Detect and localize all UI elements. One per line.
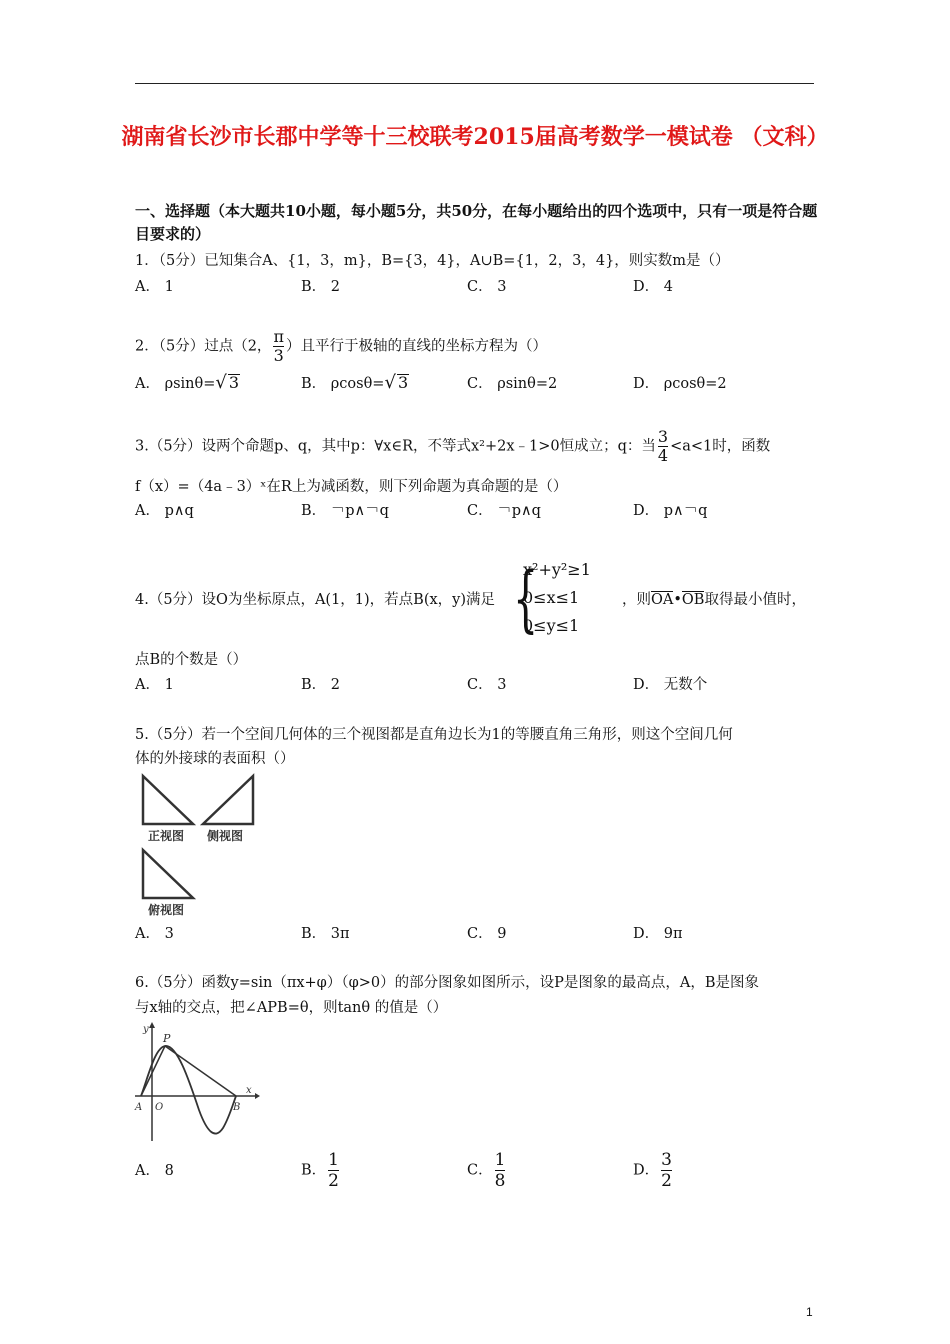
question-1-stem: 1．（5分）已知集合A、{1，3，m}，B={3，4}，A∪B={1，2，3，4}，则实数m是（） <box>135 253 730 269</box>
q3-option-d: D． p∧￢q <box>633 503 708 519</box>
inequality-system <box>523 556 591 640</box>
inequality-1: x²+y²≥1 <box>523 560 591 579</box>
q6-option-d: D． $\frac{3}{2}$ <box>633 1150 672 1191</box>
y-axis-arrow <box>149 1022 155 1028</box>
label-a: A <box>135 1102 143 1113</box>
side-view-triangle <box>203 776 253 824</box>
q3-option-c: C． ￢p∧q <box>467 503 541 519</box>
q4-option-b: B． 2 <box>301 677 340 693</box>
q2-option-a: A． ρsinθ=√ 3 <box>135 372 240 393</box>
front-view-label: 正视图 <box>148 829 185 843</box>
section-heading: 一、选择题（本大题共10小题，每小题5分，共50分，在每小题给出的四个选项中，只有一项是符合题目要求的） <box>135 202 818 243</box>
vector-ob: OB <box>681 592 705 608</box>
question-6-line1: 6.（5分）函数y=sin（πx+φ）（φ>0）的部分图象如图所示，设P是图象的最高点，A，B是图象 <box>135 975 759 991</box>
q3-option-a: A． p∧q <box>135 503 194 519</box>
question-3-stem: 3.（5分）设两个命题p、q，其中p：∀x∈R，不等式x²+2x﹣1>0恒成立；q：当 $\frac{3}{4}$ <a<1时，函数 <box>135 427 771 465</box>
q6-option-b: B． $\frac{1}{2}$ <box>301 1150 339 1191</box>
q5-option-b: B． 3π <box>301 926 350 942</box>
sine-curve <box>141 1046 236 1134</box>
question-3-line2: f（x）=（4a﹣3）ˣ在R上为减函数，则下列命题为真命题的是（） <box>135 479 568 495</box>
q4-option-c: C． 3 <box>467 677 507 693</box>
segment-pb <box>165 1046 236 1096</box>
question-4-line2: 点B的个数是（） <box>135 652 248 668</box>
sine-graph-figure <box>133 1020 263 1145</box>
q5-option-c: C． 9 <box>467 926 507 942</box>
system-brace: { <box>513 556 539 640</box>
question-2-stem: 2．（5分）过点（2， $\frac{\pi}{3}$ ）且平行于极轴的直线的坐标方程为（） <box>135 327 547 365</box>
question-5-line2: 体的外接球的表面积（） <box>135 751 295 767</box>
top-view-label: 俯视图 <box>148 903 185 917</box>
q1-option-b: B． 2 <box>301 279 340 295</box>
label-x: x <box>246 1085 252 1096</box>
q2-option-b: B． ρcosθ=√ 3 <box>301 372 409 393</box>
segment-ap <box>141 1046 165 1096</box>
q2-fraction: $\frac{\pi}{3}$ <box>273 327 284 365</box>
label-y: y <box>143 1024 149 1035</box>
inequality-2: 0≤x≤1 <box>523 588 580 607</box>
q6-option-a: A． 8 <box>135 1163 174 1179</box>
q6-option-c: C． $\frac{1}{8}$ <box>467 1150 506 1191</box>
label-p: P <box>163 1032 171 1045</box>
question-5-line1: 5.（5分）若一个空间几何体的三个视图都是直角边长为1的等腰直角三角形，则这个空间几何 <box>135 727 733 743</box>
question-6-line2: 与x轴的交点，把∠APB=θ，则tanθ 的值是（） <box>135 1000 448 1016</box>
q4-option-d: D． 无数个 <box>633 677 708 693</box>
q3-option-b: B． ￢p∧￢q <box>301 503 389 519</box>
label-b: B <box>233 1102 241 1113</box>
q1-option-a: A． 1 <box>135 279 174 295</box>
inequality-3: 0≤y≤1 <box>523 616 580 635</box>
q1-option-c: C． 3 <box>467 279 507 295</box>
page-number: 1 <box>806 1305 813 1319</box>
side-view-label: 侧视图 <box>207 829 244 843</box>
three-views-figure <box>135 770 265 920</box>
q2-option-c: C． ρsinθ=2 <box>467 376 558 392</box>
q1-option-d: D． 4 <box>633 279 673 295</box>
label-o: O <box>155 1102 164 1113</box>
page-title: 湖南省长沙市长郡中学等十三校联考2015届高考数学一模试卷 （文科） <box>121 124 829 150</box>
question-4-stem-b: ，则OA•OB取得最小值时， <box>622 592 806 608</box>
q5-option-a: A． 3 <box>135 926 174 942</box>
q4-option-a: A． 1 <box>135 677 174 693</box>
question-4-stem-a: 4.（5分）设O为坐标原点，A(1，1)，若点B(x，y)满足 <box>135 592 496 608</box>
q3-fraction: $\frac{3}{4}$ <box>657 427 669 465</box>
x-axis-arrow <box>255 1093 260 1099</box>
header-rule <box>135 83 814 84</box>
q5-option-d: D． 9π <box>633 926 683 942</box>
vector-oa: OA <box>651 592 674 608</box>
front-view-triangle <box>143 776 193 824</box>
q2-option-d: D． ρcosθ=2 <box>633 376 727 392</box>
top-view-triangle <box>143 850 193 898</box>
